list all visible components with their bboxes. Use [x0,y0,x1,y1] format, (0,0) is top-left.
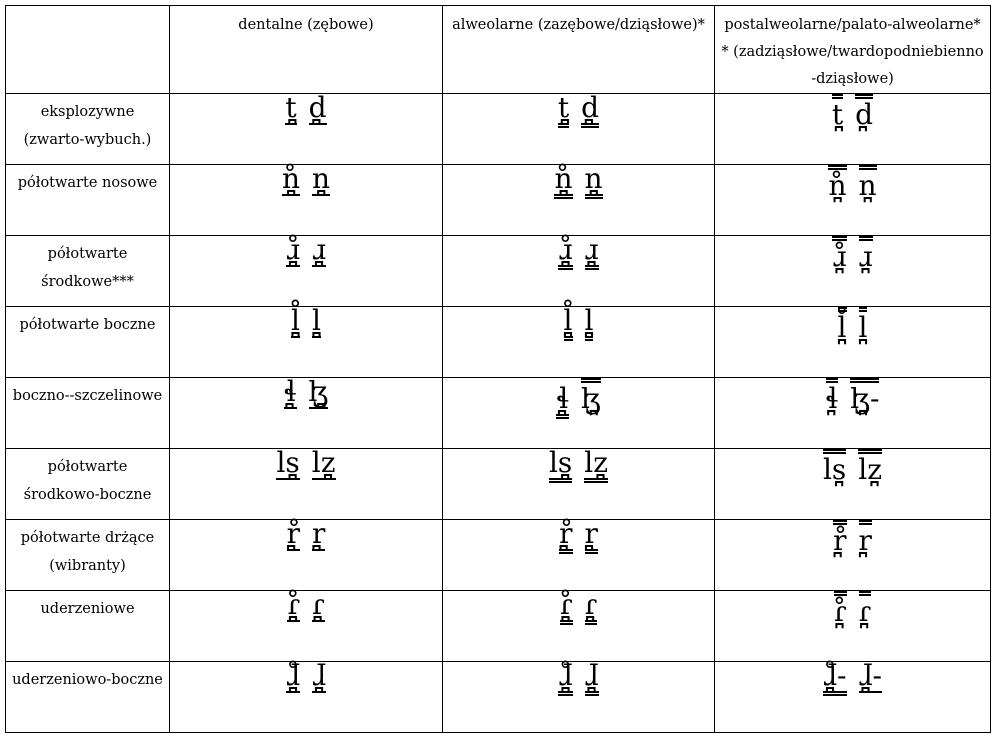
dental-cell [170,162,443,236]
postalveolar-cell [715,659,991,733]
alveolar-cell [443,233,715,307]
alveolar-cell [443,162,715,236]
symbol-voiced: d̪ [581,94,599,128]
header-cell-postalveolar [715,6,991,94]
symbol-voiceless: ɺ̪̊- [823,662,847,696]
row-label: półotwarte środkowo-boczne [23,459,152,503]
row-label: uderzeniowe [40,601,135,617]
symbol-voiceless: n̪̊ [828,165,846,200]
postalveolar-cell [715,307,991,378]
row-label: uderzeniowo-boczne [12,672,163,688]
symbol-voiceless: l̪̊ [838,307,847,342]
symbol-voiceless: r̪̊ [559,520,572,554]
header-cell-dental [170,6,443,94]
symbol-voiceless: ɹ̪̊ [285,233,300,266]
symbol-voiced: n̪ [859,165,877,200]
row-label-cell [6,662,170,733]
symbol-voiceless: ls̪ [549,449,572,483]
alveolar-cell [443,91,715,165]
symbol-voiced: r̪ [585,520,598,554]
alveolar-cell [443,517,715,591]
symbol-voiceless: ɬ̪ [826,378,839,413]
postalveolar-cell [715,236,991,307]
header-empty-text [6,6,169,12]
symbol-voiceless: ɹ̪̊ [832,236,846,271]
row-label: półotwarte drżące (wibranty) [20,530,155,574]
symbol-voiced: ɾ̪ [585,591,598,625]
row-label-cell [6,449,170,520]
header-alveolar: alweolarne (zazębowe/dziąsłowe)* [452,17,705,33]
dental-cell [170,446,443,520]
row-label-cell [6,378,170,449]
symbol-voiced: lz̪ [858,449,882,484]
table-row-nasal [6,165,991,236]
symbol-voiceless: ɾ̪̊ [834,591,847,626]
symbol-voiced: d̪ [855,94,873,129]
dental-cell [170,659,443,733]
dental-cell [170,304,443,378]
row-label: eksplozywne (zwarto-wybuch.) [23,104,152,148]
postalveolar-cell [715,591,991,662]
postalveolar-cell [715,165,991,236]
dental-cell [170,517,443,591]
alveolar-cell [443,446,715,520]
symbol-voiced: r̪ [859,520,872,555]
symbol-voiceless: t̪ [285,91,297,124]
symbol-voiceless: t̪ [558,94,569,128]
symbol-voiced: r̪ [312,517,326,550]
symbol-voiceless: t̪ [832,94,843,129]
symbol-voiced: lz̪ [311,446,336,479]
dental-cell [170,233,443,307]
postalveolar-cell [715,449,991,520]
symbol-voiced: ɺ̪- [858,659,882,692]
symbol-voiced: ɹ̪ [312,233,327,266]
symbol-voiceless: ɾ̪̊ [287,588,300,621]
table-row-lateral-central [6,449,991,520]
symbol-voiced: ɮ̪ [308,375,329,408]
symbol-voiced: ɾ̪ [312,588,325,621]
row-label-cell [6,94,170,165]
table-row-tap [6,591,991,662]
postalveolar-cell [715,378,991,449]
symbol-voiced: ɺ̪ [312,659,327,692]
symbol-voiced: ɹ̪ [585,236,599,270]
symbol-voiceless: ɺ̪̊ [285,659,300,692]
dental-cell [170,588,443,662]
symbol-voiceless: n̪̊ [281,162,300,195]
symbol-voiceless: ls̪ [823,449,846,484]
symbol-voiceless: n̪̊ [554,165,572,199]
dental-cell [170,91,443,165]
row-label: boczno--szczelinowe [12,388,163,404]
alveolar-cell [443,378,715,449]
row-label-cell [6,591,170,662]
symbol-voiced: n̪ [585,165,603,199]
consonant-table [5,5,991,733]
postalveolar-cell [715,94,991,165]
symbol-voiced: l̪ [585,307,594,341]
symbol-voiceless: l̪̊ [291,304,300,337]
row-label-cell [6,236,170,307]
symbol-voiced: lz̪ [584,449,608,483]
symbol-voiceless: ɬ̪ [283,375,297,408]
symbol-voiceless: l̪̊ [564,307,573,341]
header-dental: dentalne (zębowe) [238,17,374,33]
table-row-lateral-approximant [6,307,991,378]
symbol-voiced: d̪ [308,91,327,124]
symbol-voiceless: ɺ̪̊ [558,662,572,696]
symbol-voiced: l̪ [859,307,868,342]
symbol-voiced: ɾ̪ [859,591,872,626]
table-row-plosive [6,94,991,165]
row-label: półotwarte nosowe [17,175,158,191]
postalveolar-cell [715,520,991,591]
alveolar-cell [443,659,715,733]
symbol-voiceless: ɹ̪̊ [558,236,572,270]
row-label: półotwarte środkowe*** [41,246,134,290]
header-cell-empty [6,6,170,94]
header-cell-alveolar [443,6,715,94]
symbol-voiced: ɮ̪ [581,378,601,413]
row-label-cell [6,520,170,591]
dental-cell [170,375,443,449]
table-row-lateral-tap [6,662,991,733]
header-row [6,6,991,94]
symbol-voiced: n̪ [312,162,331,195]
symbol-voiceless: ɾ̪̊ [560,591,573,625]
symbol-voiceless: r̪̊ [833,520,846,555]
row-label-cell [6,307,170,378]
row-label-cell [6,165,170,236]
table-row-central-approximant [6,236,991,307]
row-label: półotwarte boczne [19,317,156,333]
symbol-voiceless: ls̪ [276,446,300,479]
table-row-lateral-fricative [6,378,991,449]
symbol-voiced: ɮ̪- [850,378,879,413]
alveolar-cell [443,304,715,378]
header-postalveolar: postalweolarne/palato-alweolarne** (zadziąsłowe/twardopodniebienno-dziąsłowe) [721,17,984,87]
symbol-voiceless: r̪̊ [286,517,300,550]
symbol-voiced: l̪ [312,304,321,337]
symbol-voiceless: ɬ̪ [556,385,569,419]
alveolar-cell [443,588,715,662]
table-row-trill [6,520,991,591]
symbol-voiced: ɺ̪ [585,662,599,696]
symbol-voiced: ɹ̪ [859,236,873,271]
